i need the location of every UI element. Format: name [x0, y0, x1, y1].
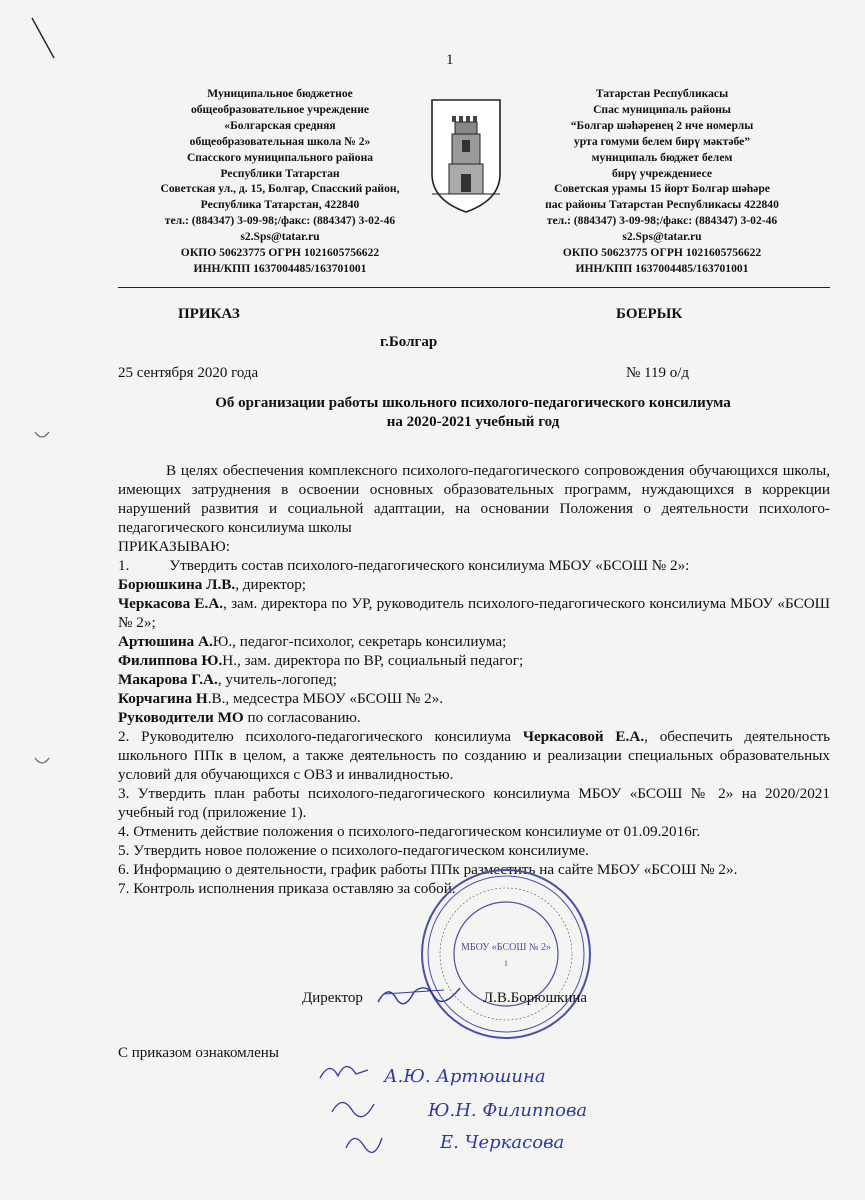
header-left-line: Республики Татарстан [220, 166, 340, 180]
header-right-line: Спас муниципаль районы [593, 102, 731, 116]
stamp-text: МБОУ «БСОШ № 2» [461, 942, 551, 953]
hole-punch-mark [33, 752, 51, 770]
member-row [118, 670, 830, 689]
member-row [118, 632, 830, 651]
member-role: Ю., педагог-психолог, секретарь консилиума; [212, 633, 507, 650]
header-left-line: «Болгарская средняя [224, 118, 336, 132]
header-right-line: урта гомуми белем бирү мәктәбе” [573, 134, 751, 148]
item-5: 5. Утвердить новое положение о психолого-педагогическом консилиуме. [118, 842, 589, 859]
member-role: .В., медсестра МБОУ «БСОШ № 2». [207, 690, 444, 707]
header-left-line: ИНН/КПП 1637004485/163701001 [193, 261, 367, 275]
command-word: ПРИКАЗЫВАЮ: [118, 538, 230, 555]
order-title [118, 394, 828, 432]
order-label-tt: БОЕРЫК [616, 306, 683, 322]
page-number: 1 [446, 52, 454, 68]
member-role: Н., зам. директора по ВР, социальный педагог; [222, 652, 524, 669]
member-row [118, 594, 830, 632]
order-title-line: на 2020-2021 учебный год [386, 414, 560, 430]
member-row [118, 575, 830, 594]
item-7: 7. Контроль исполнения приказа оставляю за собой. [118, 880, 456, 897]
hole-punch-mark [33, 426, 51, 444]
header-left-line: Советская ул., д. 15, Болгар, Спасский район, [160, 182, 400, 196]
order-date: 25 сентября 2020 года [118, 365, 259, 381]
header-left-line: общеобразовательное учреждение [190, 102, 370, 116]
header-left-line: тел.: (884347) 3-09-98;/факс: (884347) 3-02-46 [164, 214, 396, 228]
order-city: г.Болгар [380, 334, 438, 350]
member-name: Макарова Г.А. [118, 671, 218, 688]
member-name: Руководители МО [118, 709, 244, 726]
header-right-line: Татарстан Республикасы [595, 87, 729, 100]
header-right-line: пас районы Татарстан Республикасы 422840 [545, 198, 779, 212]
handwritten-signature-2: Ю.Н. Филиппова [428, 1100, 588, 1121]
order-body [118, 461, 830, 898]
header-divider [118, 287, 830, 288]
item-2-name: Черкасовой Е.А. [522, 728, 645, 745]
director-signature [374, 980, 474, 1010]
member-role: , учитель-логопед; [217, 671, 337, 688]
member-name: Филиппова Ю. [118, 652, 223, 669]
item-2-text-end: , обеспечить деятельность школьного ППк в целом, а также деятельность по созданию и реализации специальных образовательных условий для обучающихся с ОВЗ и инвалидностью. [118, 728, 831, 783]
header-left-line: Муниципальное бюджетное [207, 87, 353, 100]
member-name: Борюшкина Л.В. [118, 576, 236, 593]
stamp-text: 1 [504, 959, 508, 968]
member-row [118, 689, 830, 708]
header-right-line: ИНН/КПП 1637004485/163701001 [575, 261, 749, 275]
header-right-line: тел.: (884347) 3-09-98;/факс: (884347) 3-02-46 [546, 214, 778, 228]
item-1 [118, 556, 830, 575]
item-2 [118, 727, 830, 784]
header-left-line: общеобразовательная школа № 2» [189, 134, 371, 148]
header-left-line: Республика Татарстан, 422840 [200, 198, 360, 212]
pen-mark [28, 14, 58, 62]
handwritten-signatures [312, 1050, 642, 1170]
handwritten-signature-3: Е. Черкасова [440, 1132, 565, 1153]
member-role: , директор; [235, 576, 307, 593]
item-3: 3. Утвердить план работы психолого-педагогического консилиума МБОУ «БСОШ № 2» на 2020/2021 учебный год (приложение 1). [118, 785, 830, 821]
header-right-line: “Болгар шәһәренең 2 нче номерлы [570, 118, 754, 132]
signature-name: Л.В.Борюшкина [483, 990, 588, 1006]
member-name: Черкасова Е.А. [118, 595, 224, 612]
intro-paragraph: В целях обеспечения комплексного психолого-педагогического сопровождения обучающихся школы, имеющих затруднения в освоении основных образовательных программ, нуждающихся в коррекции нарушений развития и социальной адаптации, на основании Положения о деятельности психолого-педагогического консилиума школы [118, 462, 830, 536]
order-title-line: Об организации работы школьного психолого-педагогического консилиума [215, 395, 731, 411]
coat-of-arms-icon [428, 96, 504, 214]
item-1-text: Утвердить состав психолого-педагогического консилиума МБОУ «БСОШ № 2»: [169, 557, 690, 574]
member-row [118, 651, 830, 670]
handwritten-signature-1: А.Ю. Артюшина [384, 1066, 546, 1087]
item-1-number: 1. [118, 557, 130, 574]
header-right-block [512, 86, 812, 277]
signature-title: Директор [302, 990, 363, 1006]
member-name: Артюшина А. [118, 633, 213, 650]
member-name: Корчагина Н [118, 690, 208, 707]
member-row [118, 708, 830, 727]
item-6: 6. Информацию о деятельности, график работы ППк разместить на сайте МБОУ «БСОШ № 2». [118, 861, 738, 878]
order-label-ru: ПРИКАЗ [178, 306, 240, 322]
order-number: № 119 о/д [626, 365, 690, 381]
official-stamp [418, 866, 594, 1042]
header-right-line: бирү учреждениесе [611, 166, 713, 180]
item-2-text: 2. Руководителю психолого-педагогического консилиума [118, 728, 523, 745]
acquainted-label: С приказом ознакомлены [118, 1045, 279, 1061]
header-right-line: s2.Sps@tatar.ru [622, 230, 702, 244]
header-left-line: Спасского муниципального района [186, 150, 374, 164]
header-right-line: Советская урамы 15 йорт Болгар шәһәре [554, 182, 770, 196]
member-role: по согласованию. [243, 709, 361, 726]
header-left-line: s2.Sps@tatar.ru [240, 230, 320, 244]
item-4: 4. Отменить действие положения о психолого-педагогическом консилиуме от 01.09.2016г. [118, 823, 701, 840]
header-left-line: ОКПО 50623775 ОГРН 1021605756622 [180, 246, 380, 260]
header-right-line: муниципаль бюджет белем [591, 150, 733, 164]
member-role: , зам. директора по УР, руководитель психолого-педагогического консилиума МБОУ «БСОШ № 2»; [118, 595, 830, 631]
header-left-block [130, 86, 430, 277]
header-right-line: ОКПО 50623775 ОГРН 1021605756622 [562, 246, 762, 260]
